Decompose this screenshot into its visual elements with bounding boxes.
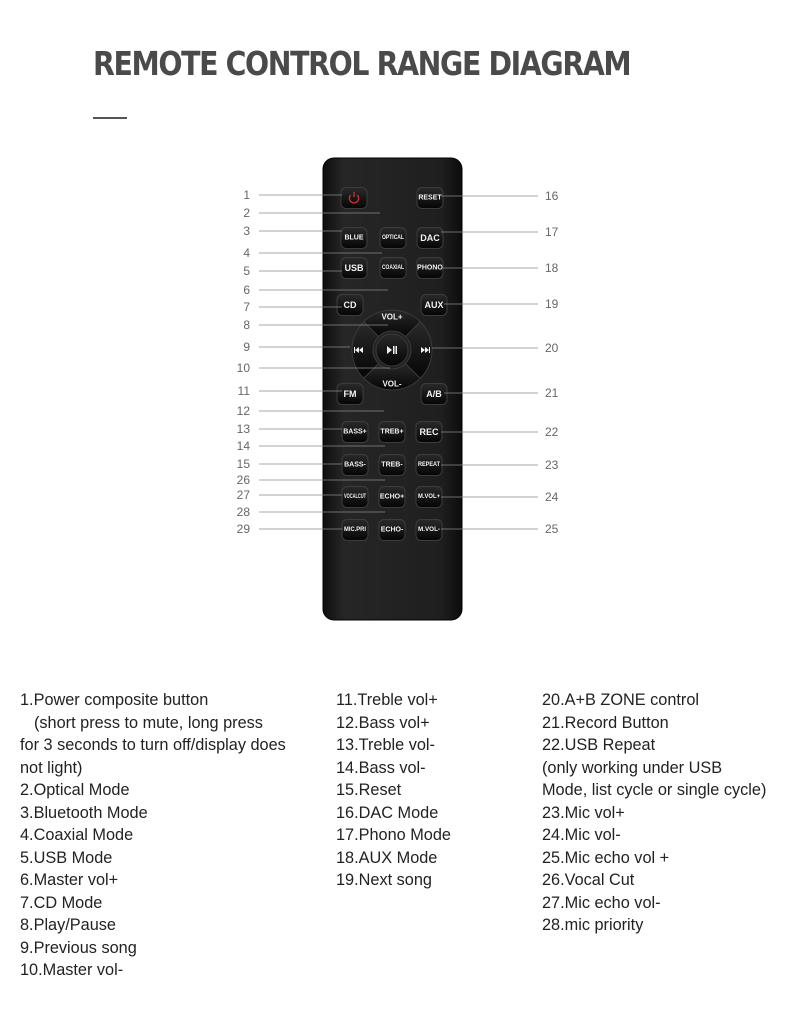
legend-item: (short press to mute, long press [34,713,263,732]
legend-item: 17.Phono Mode [336,826,451,844]
legend-item: 27.Mic echo vol- [542,893,661,912]
legend-item: 23.Mic vol+ [542,803,625,822]
legend-item: 6.Master vol+ [20,871,119,889]
dac-label: DAC [420,233,440,243]
phono-label: PHONO [417,264,443,272]
ab-label: A/B [426,389,442,399]
vocal-cut-label: VOCALCUT [344,494,367,500]
callout-number: 3 [243,224,250,238]
legend-item: 22.USB Repeat [542,736,656,754]
callout-number: 19 [545,297,559,311]
callout-number: 1 [243,188,250,202]
pause-bar [393,346,395,354]
legend-column-3 [542,689,787,937]
legend-column-1 [20,689,320,982]
legend-item: 10.Master vol- [20,961,124,979]
treb-plus-label: TREB+ [380,428,404,436]
vol-down-label: VOL- [382,379,402,389]
legend-item: 15.Reset [336,781,402,799]
legend-item: 24.Mic vol- [542,826,621,844]
legend-item: Mode, list cycle or single cycle) [542,781,767,799]
callout-number: 25 [545,522,559,536]
callout-number: 26 [236,473,250,487]
callout-number: 18 [545,261,559,275]
callout-number: 14 [236,439,250,453]
aux-label: AUX [424,300,444,310]
reset-label: RESET [418,194,442,202]
callout-number: 29 [236,522,250,536]
legend-column-2 [336,689,526,892]
callout-number: 24 [545,490,559,504]
callout-number: 12 [236,404,250,418]
previous-bar [354,347,355,353]
coaxial-label: COAXIAL [382,265,405,271]
legend-item: for 3 seconds to turn off/display does [20,736,286,754]
legend-item: (only working under USB [542,758,723,777]
callout-number: 8 [243,318,250,332]
legend-item: 14.Bass vol- [336,758,426,777]
legend-item: 19.Next song [336,871,432,889]
callout-number: 23 [545,458,559,472]
pause-bar [396,346,398,354]
legend-item: 28.mic priority [542,916,644,934]
callout-number: 5 [243,264,250,278]
rec-label: REC [419,427,439,437]
power-button[interactable] [341,188,367,209]
callout-number: 10 [236,361,250,375]
mic-pri-label: MIC.PRI [344,527,367,533]
callout-number: 11 [237,384,250,398]
vol-up-label: VOL+ [381,312,403,322]
blue-label: BLUE [344,234,364,242]
callout-number: 13 [236,422,250,436]
callout-number: 27 [236,488,250,502]
treb-minus-label: TREB- [381,461,403,469]
legend-item: 4.Coaxial Mode [20,826,134,844]
callout-number: 16 [545,189,559,203]
repeat-label: REPEAT [418,462,441,468]
legend-item: 2.Optical Mode [20,781,130,799]
legend-item: 11.Treble vol+ [336,691,438,709]
legend-item: 26.Vocal Cut [542,871,635,889]
legend-item: 12.Bass vol+ [336,713,430,732]
callout-number: 6 [243,283,250,297]
cd-label: CD [343,300,357,310]
legend-item: 16.DAC Mode [336,803,439,822]
callout-number: 17 [545,225,559,239]
callout-number: 7 [243,300,250,314]
callout-number: 9 [243,340,250,354]
callout-number: 28 [236,505,250,519]
legend-item: 7.CD Mode [20,893,103,912]
callout-number: 15 [236,457,250,471]
legend-item: 9.Previous song [20,938,137,957]
bass-minus-label: BASS- [344,461,366,469]
callout-number: 2 [243,206,250,220]
page-title: REMOTE CONTROL RANGE DIAGRAM [93,44,631,83]
legend-item: 1.Power composite button [20,691,209,709]
mvol-minus-label: M.VOL- [418,527,440,533]
legend-item: 13.Treble vol- [336,736,435,754]
callout-number: 21 [545,386,559,400]
legend-item: 18.AUX Mode [336,848,438,867]
legend-item: 25.Mic echo vol + [542,848,670,867]
optical-label: OPTICAL [382,235,405,241]
legend-item: 5.USB Mode [20,848,113,867]
next-bar [429,347,430,353]
callout-number: 4 [243,246,250,260]
callout-number: 22 [545,425,559,439]
mvol-plus-label: M.VOL+ [418,494,441,500]
remote-diagram [0,150,790,630]
fm-label: FM [343,389,357,399]
legend-item: 20.A+B ZONE control [542,691,700,709]
legend-item: 21.Record Button [542,713,669,732]
echo-plus-label: ECHO+ [379,493,405,501]
echo-minus-label: ECHO- [380,526,404,534]
legend-item: not light) [20,758,83,777]
bass-plus-label: BASS+ [343,428,367,436]
legend-item: 3.Bluetooth Mode [20,803,148,822]
legend-item: 8.Play/Pause [20,916,116,934]
usb-label: USB [344,263,364,273]
callout-number: 20 [545,341,559,355]
title-underline [93,117,127,119]
